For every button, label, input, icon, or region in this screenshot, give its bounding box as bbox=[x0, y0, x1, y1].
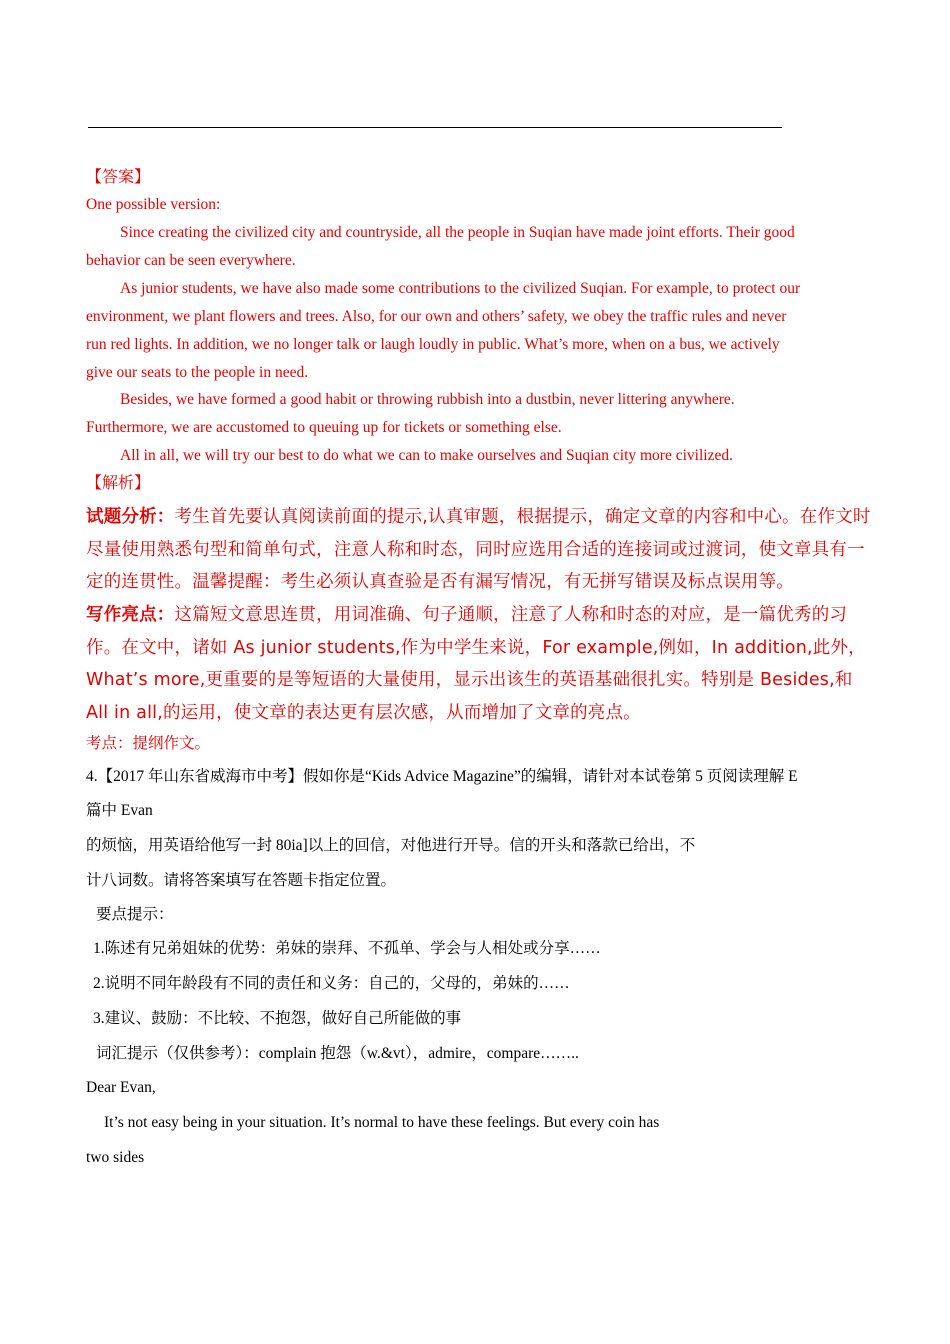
tips-heading: 要点提示： bbox=[96, 906, 174, 923]
analysis-paragraph bbox=[86, 501, 876, 599]
exam-point: 考点：提纲作文。 bbox=[86, 735, 211, 752]
answer-text-line: Since creating the civilized city and countryside, all the people in Suqian have made joint efforts. Their good bbox=[120, 224, 795, 241]
answer-text-line: behavior can be seen everywhere. bbox=[86, 252, 296, 269]
answer-line bbox=[88, 127, 782, 128]
answer-text-line: Furthermore, we are accustomed to queuing up for tickets or something else. bbox=[86, 419, 562, 436]
analysis-label: 试题分析： bbox=[86, 507, 175, 527]
highlight-paragraph bbox=[86, 599, 876, 729]
analysis-heading: 【解析】 bbox=[86, 475, 151, 492]
letter-greeting: Dear Evan, bbox=[86, 1079, 156, 1096]
analysis-text: 考生首先要认真阅读前面的提示,认真审题，根据提示，确定文章的内容和中心。在作文时尽量使用熟悉句型和简单句式，注意人称和时态，同时应选用合适的连接词或过渡词，使文章具有一定的连贯性。温馨提醒：考生必须认真查验是否有漏写情况，有无拼写错误及标点误用等。 bbox=[86, 507, 871, 592]
question-line: 篇中 Evan bbox=[86, 802, 153, 819]
question-line: 的烦恼，用英语给他写一封 80ia]以上的回信，对他进行开导。信的开头和落款已给出，不 bbox=[86, 837, 696, 854]
answer-text-line: Besides, we have formed a good habit or throwing rubbish into a dustbin, never littering anywhere. bbox=[120, 391, 735, 408]
vocab-hint: 词汇提示（仅供参考）：complain 抱怨（w.&vt），admire，compare…….. bbox=[96, 1045, 579, 1062]
question-line: 4.【2017 年山东省威海市中考】假如你是“Kids Advice Magazine”的编辑，请针对本试卷第 5 页阅读理解 E bbox=[86, 768, 798, 785]
highlight-text: 这篇短文意思连贯，用词准确、句子通顺，注意了人称和时态的对应，是一篇优秀的习作。在文中，诸如 As junior students,作为中学生来说，For example,例如，In addition,此外，What’s more,更重要的是等短语的大量使用，显示出该生的英语基础很扎实。特别是 Besides,和 All in all,的运用，使文章的表达更有层次感，从而增加了文章的亮点。 bbox=[86, 605, 866, 723]
tip-item: 1.陈述有兄弟姐妹的优势：弟妹的崇拜、不孤单、学会与人相处或分享…… bbox=[93, 940, 601, 957]
letter-body-line: two sides bbox=[86, 1149, 145, 1166]
answer-text-line: run red lights. In addition, we no longer talk or laugh loudly in public. What’s more, when on a bus, we actively bbox=[86, 336, 780, 353]
highlight-label: 写作亮点： bbox=[86, 605, 175, 625]
tip-item: 2.说明不同年龄段有不同的责任和义务：自己的，父母的，弟妹的…… bbox=[93, 975, 570, 992]
answer-text-line: environment, we plant flowers and trees. Also, for our own and others’ safety, we obey the traffic rules and never bbox=[86, 308, 787, 325]
answer-intro: One possible version: bbox=[86, 196, 221, 213]
answer-text-line: give our seats to the people in need. bbox=[86, 364, 309, 381]
answer-text-line: All in all, we will try our best to do what we can to make ourselves and Suqian city more civilized. bbox=[120, 447, 733, 464]
letter-body-line: It’s not easy being in your situation. It’s normal to have these feelings. But every coin has bbox=[104, 1114, 660, 1131]
answer-heading: 【答案】 bbox=[86, 169, 151, 186]
tip-item: 3.建议、鼓励：不比较、不抱怨，做好自己所能做的事 bbox=[93, 1010, 462, 1027]
answer-text-line: As junior students, we have also made some contributions to the civilized Suqian. For example, to protect our bbox=[120, 280, 801, 297]
question-line: 计八词数。请将答案填写在答题卡指定位置。 bbox=[86, 872, 397, 889]
